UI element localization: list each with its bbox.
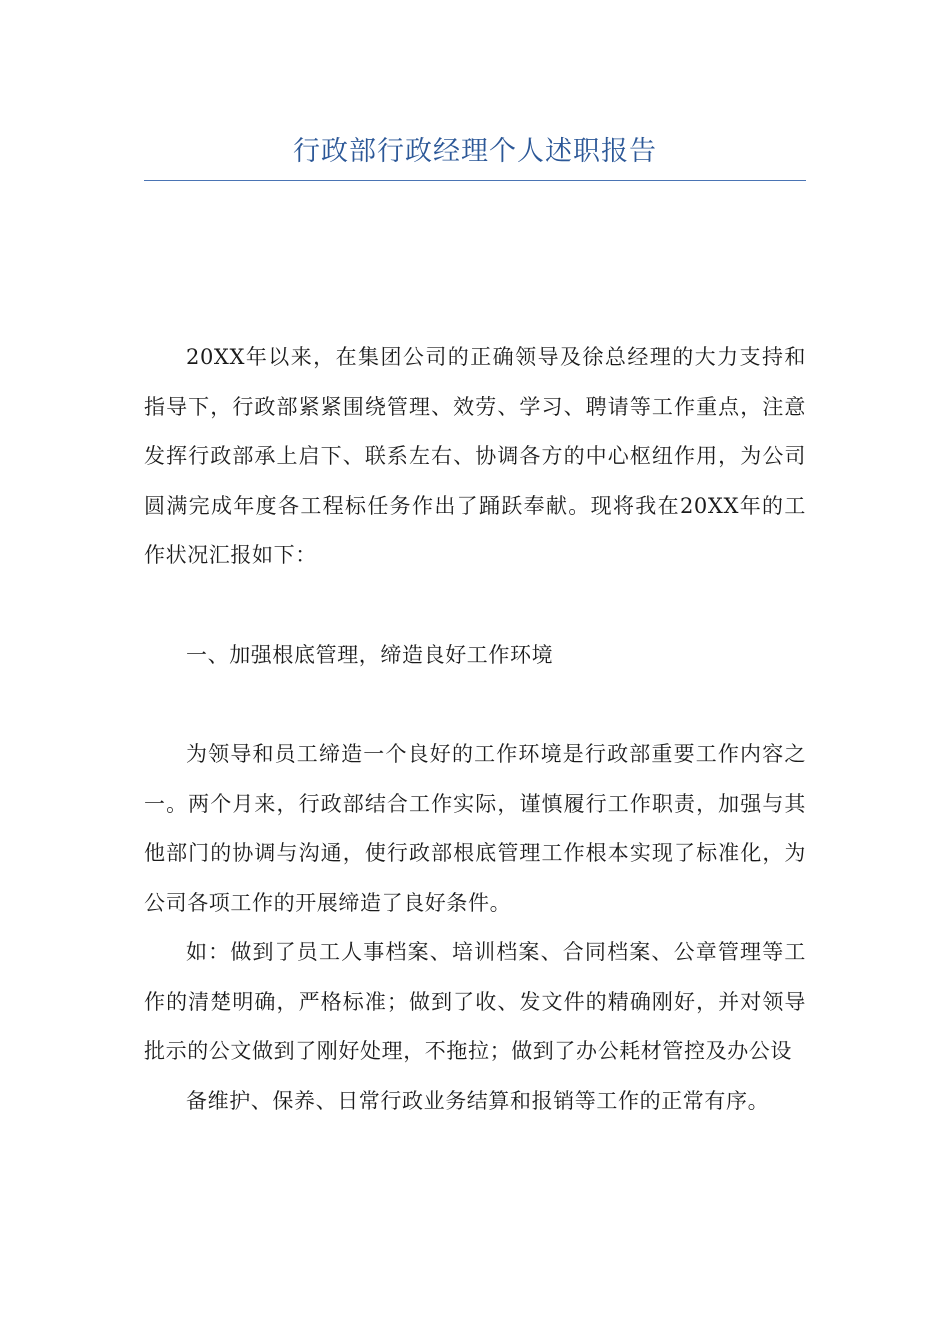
- body-paragraph: 为领导和员工缔造一个良好的工作环境是行政部重要工作内容之一。两个月来，行政部结合工作实际，谨慎履行工作职责，加强与其他部门的协调与沟通，使行政部根底管理工作根本实现了标准化，为公司各项工作的开展缔造了良好条件。: [144, 742, 806, 915]
- paragraph-spacer: [144, 680, 806, 730]
- document-body: [144, 333, 806, 1126]
- title-underline: [144, 180, 806, 181]
- body-paragraph: 如：做到了员工人事档案、培训档案、合同档案、公章管理等工作的清楚明确，严格标准；做到了收、发文件的精确刚好，并对领导批示的公文做到了刚好处理，不拖拉；做到了办公耗材管控及办公设: [144, 940, 806, 1063]
- paragraph-spacer: [144, 581, 806, 631]
- body-paragraph: 备维护、保养、日常行政业务结算和报销等工作的正常有序。: [186, 1088, 770, 1113]
- section-heading: 一、加强根底管理，缔造良好工作环境: [186, 642, 554, 667]
- intro-paragraph: 20XX年以来，在集团公司的正确领导及徐总经理的大力支持和指导下，行政部紧紧围绕管理、效劳、学习、聘请等工作重点，注意发挥行政部承上启下、联系左右、协调各方的中心枢纽作用，为公司圆满完成年度各工程标任务作出了踊跃奉献。现将我在20XX年的工作状况汇报如下：: [144, 345, 806, 567]
- document-title: 行政部行政经理个人述职报告: [293, 136, 657, 167]
